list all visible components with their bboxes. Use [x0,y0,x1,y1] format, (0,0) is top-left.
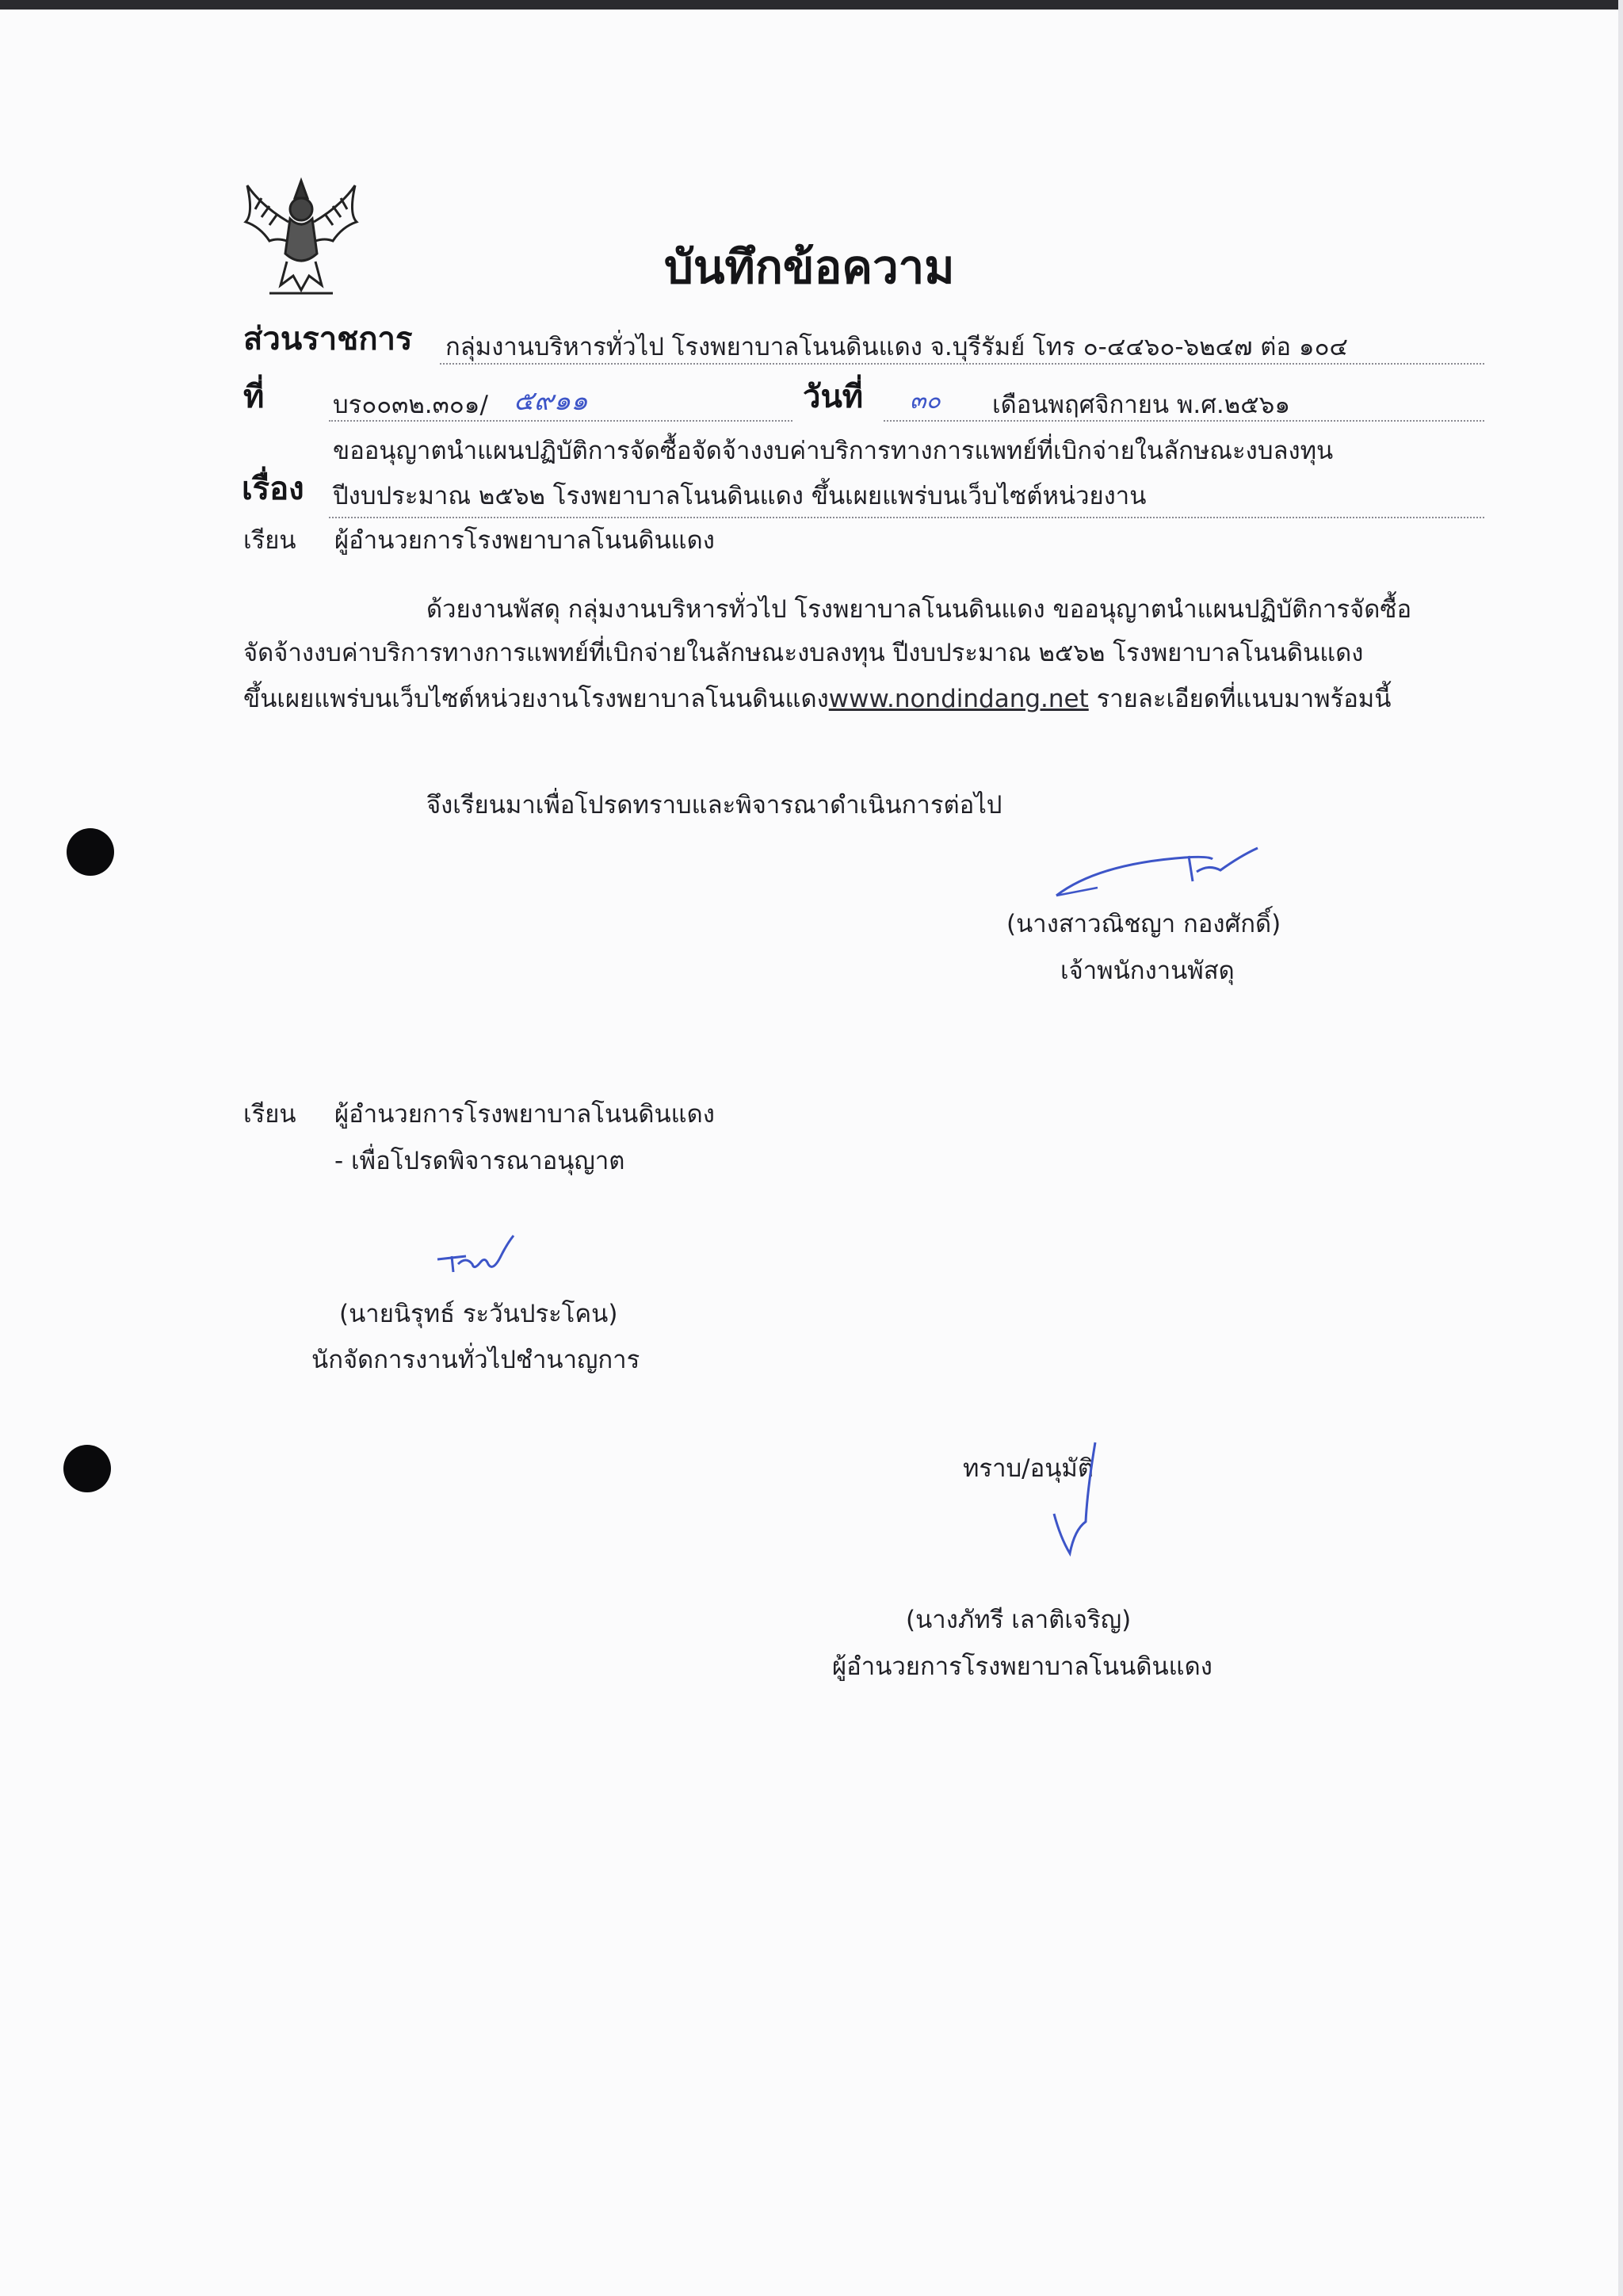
date-label: วันที่ [803,379,864,415]
approval-text: ทราบ/อนุมัติ [963,1454,1094,1483]
date-day-handwritten: ๓๐ [910,387,941,415]
endorsement-position: นักจัดการงานทั่วไปชำนาญการ [311,1346,640,1374]
memo-title: บันทึกข้อความ [664,240,955,294]
endorsement-note: - เพื่อโปรดพิจารณาอนุญาต [334,1147,625,1175]
date-rule [884,420,1484,422]
date-rest: เดือนพฤศจิกายน พ.ศ.๒๕๖๑ [992,391,1291,419]
agency-label: ส่วนราชการ [243,321,413,357]
signature-3-mark [1038,1435,1109,1561]
signature-2-mark [434,1232,521,1280]
body-line3-tail: รายละเอียดที่แนบมาพร้อมนี้ [1088,685,1392,713]
ref-label: ที่ [243,379,265,415]
ref-value: บร๐๐๓๒.๓๐๑/ [333,391,488,419]
approval-position: ผู้อำนวยการโรงพยาบาลโนนดินแดง [832,1652,1212,1681]
scan-top-edge [0,0,1623,10]
body-line2: จัดจ้างงบค่าบริการทางการแพทย์ที่เบิกจ่ายในลักษณะงบลงทุน ปีงบประมาณ ๒๕๖๒ โรงพยาบาลโนนดินแดง [243,639,1364,667]
hole-punch-icon [67,828,114,876]
endorsement-to-label: เรียน [243,1100,296,1129]
subject-line1: ขออนุญาตนำแผนปฏิบัติการจัดซื้อจัดจ้างงบค่าบริการทางการแพทย์ที่เบิกจ่ายในลักษณะงบลงทุน [333,437,1334,465]
body-line3 [243,678,1391,718]
approval-name: (นางภัทรี เลาติเจริญ) [906,1606,1132,1634]
signature-1-mark [1050,840,1264,904]
agency-value: กลุ่มงานบริหารทั่วไป โรงพยาบาลโนนดินแดง จ.บุรีรัมย์ โทร ๐-๔๔๖๐-๖๒๔๗ ต่อ ๑๐๔ [445,333,1348,361]
subject-rule [329,517,1484,518]
endorsement-to-value: ผู้อำนวยการโรงพยาบาลโนนดินแดง [334,1100,715,1129]
hole-punch-icon [63,1445,111,1492]
ref-rule [329,420,792,422]
signature-1-position: เจ้าพนักงานพัสดุ [1060,957,1235,985]
website-link[interactable]: www.nondindang.net [828,685,1089,713]
subject-line2: ปีงบประมาณ ๒๕๖๒ โรงพยาบาลโนนดินแดง ขึ้นเผยแพร่บนเว็บไซต์หน่วยงาน [333,482,1147,510]
to-value: ผู้อำนวยการโรงพยาบาลโนนดินแดง [334,526,715,555]
ref-handwritten-number: ๕๙๑๑ [514,385,588,417]
agency-rule [440,363,1484,365]
body-line1: ด้วยงานพัสดุ กลุ่มงานบริหารทั่วไป โรงพยาบาลโนนดินแดง ขออนุญาตนำแผนปฏิบัติการจัดซื้อ [426,595,1412,624]
garuda-emblem-icon [238,174,365,301]
endorsement-name: (นายนิรุทธ์ ระวันประโคน) [339,1300,618,1328]
signature-1-name: (นางสาวณิชญา กองศักดิ์) [1006,910,1281,938]
body-line3-text: ขึ้นเผยแพร่บนเว็บไซต์หน่วยงานโรงพยาบาลโนนดินแดง [243,685,829,713]
scan-right-edge [1618,0,1623,2296]
to-label: เรียน [243,526,296,555]
subject-label: เรื่อง [242,471,304,507]
closing-text: จึงเรียนมาเพื่อโปรดทราบและพิจารณาดำเนินการต่อไป [426,791,1002,819]
